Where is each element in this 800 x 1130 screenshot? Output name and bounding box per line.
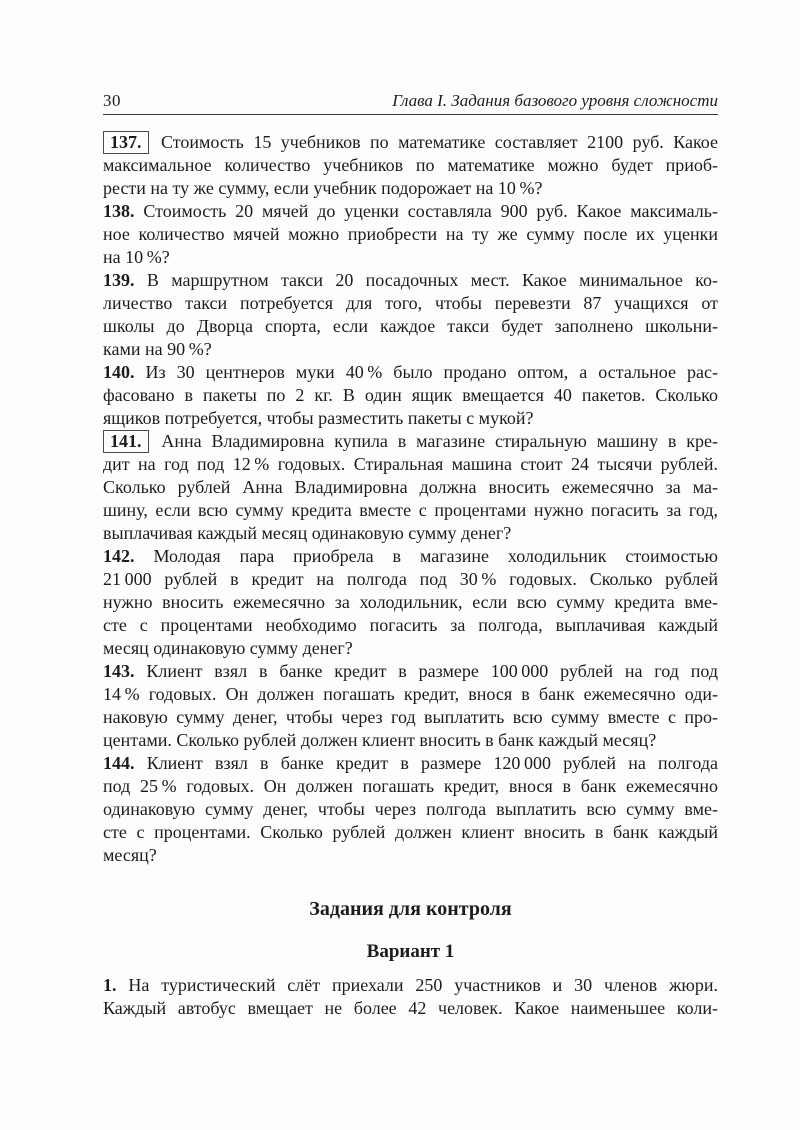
problem-line: 141. Анна Владимировна купила в магазине стиральную машину в кре- (103, 430, 718, 453)
problem-line: центами. Сколько рублей должен клиент вносить в банк каждый месяц? (103, 730, 657, 750)
problem-line: максимальное количество учебников по математике можно будет приоб- (103, 155, 718, 175)
problem-line: ное количество мячей можно приобрести на ту же сумму после их уценки (103, 224, 718, 244)
problem-line: месяц одинаковую сумму денег? (103, 638, 353, 658)
problem-line: 21 000 рублей в кредит на полгода под 30 % годовых. Сколько рублей (103, 569, 718, 589)
problem-line: наковую сумму денег, чтобы через год выплатить всю сумму вместе с про- (103, 707, 718, 727)
problem-line: 14 % годовых. Он должен погашать кредит, внося в банк ежемесячно оди- (103, 684, 718, 704)
problem-line: ками на 90 %? (103, 339, 212, 359)
problems-list (103, 131, 718, 867)
problem-line: шину, если всю сумму кредита вместе с процентами нужно погасить за год, (103, 500, 718, 520)
problem-line: выплачивая каждый месяц одинаковую сумму денег? (103, 523, 512, 543)
problem-line: месяц? (103, 845, 157, 865)
problem-line: школы до Дворца спорта, если каждое такси будет заполнено школьни- (103, 316, 718, 336)
section-title: Задания для контроля (309, 898, 512, 920)
problem-144 (103, 752, 718, 867)
problem-line: 140. Из 30 центнеров муки 40 % было продано оптом, а остальное рас- (103, 362, 718, 382)
variant-title: Вариант 1 (366, 941, 455, 962)
problem-line: Каждый автобус вмещает не более 42 человек. Какое наименьшее коли- (103, 998, 718, 1018)
problem-number: 1. (103, 975, 117, 995)
problem-line: нужно вносить ежемесячно за холодильник, если всю сумму кредита вме- (103, 592, 718, 612)
problem-141 (103, 430, 718, 545)
page-header (103, 92, 718, 115)
problem-line: 138. Стоимость 20 мячей до уценки составляла 900 руб. Какое максималь- (103, 201, 718, 221)
running-title: Глава I. Задания базового уровня сложности (392, 91, 718, 110)
problem-number-boxed: 137. (103, 131, 149, 154)
problem-number-boxed: 141. (103, 430, 149, 453)
problem-number: 139. (103, 270, 135, 290)
problem-137 (103, 131, 718, 200)
problem-line: на 10 %? (103, 247, 170, 267)
problem-line: 144. Клиент взял в банке кредит в размере 120 000 рублей на полгода (103, 753, 718, 773)
problem-line: рести на ту же сумму, если учебник подорожает на 10 %? (103, 178, 543, 198)
problem-number: 143. (103, 661, 135, 681)
problem-line: ящиков потребуется, чтобы разместить пакеты с мукой? (103, 408, 534, 428)
problem-line: 142. Молодая пара приобрела в магазине холодильник стоимостью (103, 546, 718, 566)
problem-number: 140. (103, 362, 135, 382)
problem-138 (103, 200, 718, 269)
problem-line: 139. В маршрутном такси 20 посадочных мест. Какое минимальное ко- (103, 270, 718, 290)
problem-139 (103, 269, 718, 361)
problem-line: фасовано в пакеты по 2 кг. В один ящик вмещается 40 пакетов. Сколько (103, 385, 718, 405)
problem-line: личество такси потребуется для того, чтобы перевезти 87 учащихся от (103, 293, 718, 313)
problem-line: 143. Клиент взял в банке кредит в размере 100 000 рублей на год под (103, 661, 718, 681)
problem-143 (103, 660, 718, 752)
problem-number: 142. (103, 546, 135, 566)
problem-line: сте с процентами необходимо погасить за полгода, выплачивая каждый (103, 615, 718, 635)
problem-line: 1. На туристический слёт приехали 250 участников и 30 членов жюри. (103, 975, 718, 995)
problem-number: 144. (103, 753, 135, 773)
problem-line: под 25 % годовых. Он должен погашать кредит, внося в банк ежемесячно (103, 776, 718, 796)
control-problems-list (103, 974, 718, 1020)
problem-line: 137. Стоимость 15 учебников по математике составляет 2100 руб. Какое (103, 131, 718, 154)
page-number: 30 (103, 91, 121, 110)
problem-line: Сколько рублей Анна Владимировна должна вносить ежемесячно за ма- (103, 477, 718, 497)
problem-line: дит на год под 12 % годовых. Стиральная машина стоит 24 тысячи рублей. (103, 454, 718, 474)
problem-142 (103, 545, 718, 660)
problem-140 (103, 361, 718, 430)
problem-line: сте с процентами. Сколько рублей должен клиент вносить в банк каждый (103, 822, 718, 842)
problem-line: одинаковую сумму денег, чтобы через полгода выплатить всю сумму вме- (103, 799, 718, 819)
problem-1 (103, 974, 718, 1020)
problem-number: 138. (103, 201, 135, 221)
